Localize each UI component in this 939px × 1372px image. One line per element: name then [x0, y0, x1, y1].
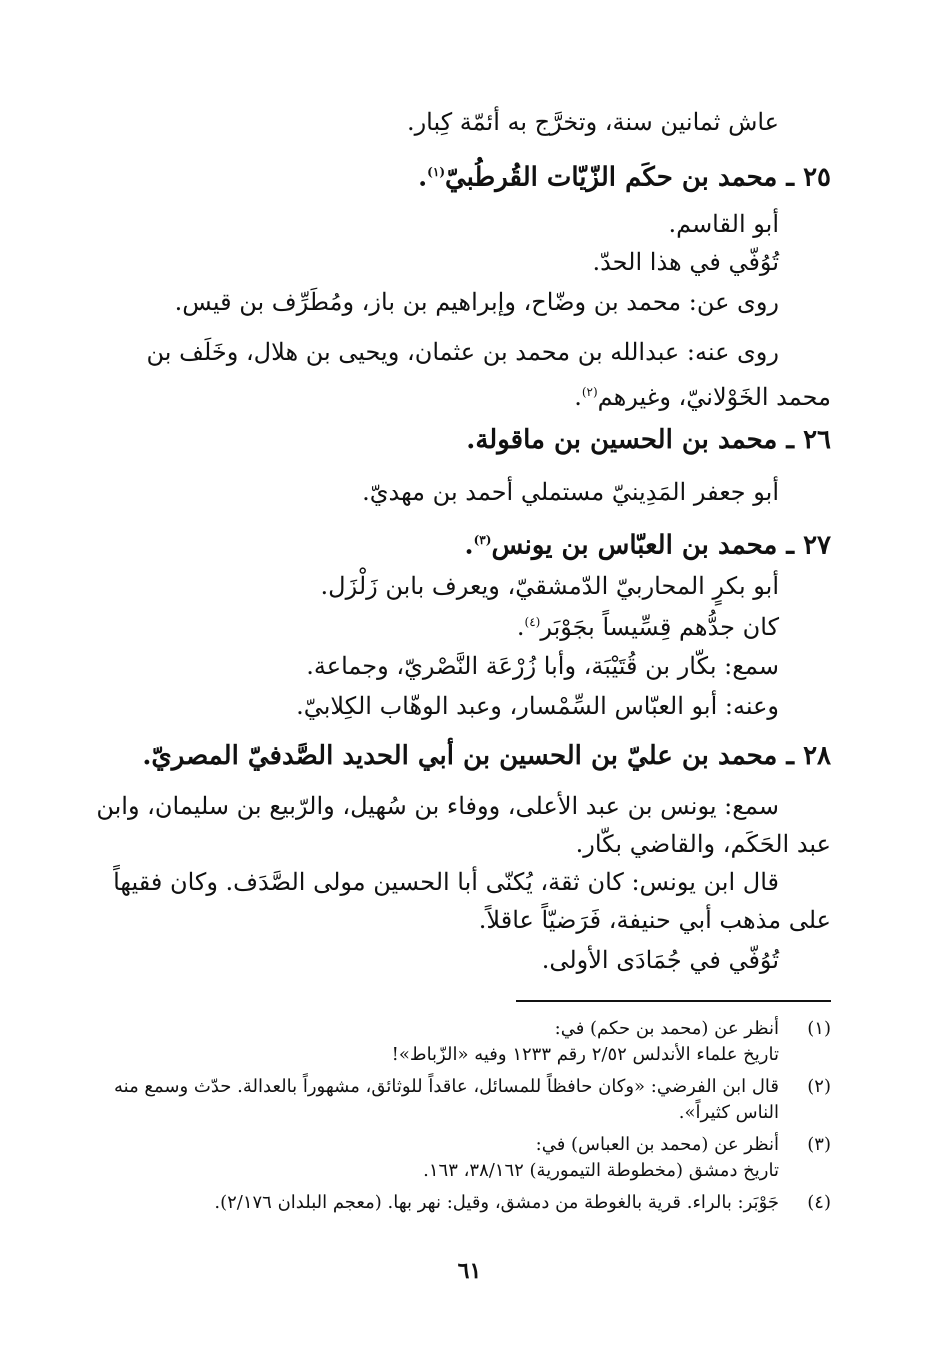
entry-heading-26: ٢٦ ـ محمد بن الحسين بن ماقولة.: [466, 425, 831, 455]
text-line: روى عن: محمد بن وضّاح، وإبراهيم بن باز، ومُطَرِّف بن قيس.: [174, 288, 779, 316]
footnote-1: [100, 1016, 831, 1068]
text-line: وعنه: أبو العبّاس السِّمْسار، وعبد الوهّاب الكِلابيّ.: [296, 692, 779, 720]
page-number: ٦١: [457, 1258, 482, 1284]
text-line: روى عنه: عبدالله بن محمد بن عثمان، ويحيى بن هلال، وخَلَف بن: [146, 338, 779, 366]
text-line: سمع: بكّار بن قُتَيْبَة، وأبا زُرْعَة النَّصْريّ، وجماعة.: [306, 652, 779, 680]
footnote-text: قال ابن الفرضي: «وكان حافظاً للمسائل، عاقداً للوثائق، مشهوراً بالعدالة. حدّث وسمع منه: [113, 1076, 779, 1097]
text-line: قال ابن يونس: كان ثقة، يُكنّى أبا الحسين مولى الصَّدَف. وكان فقيهاً: [113, 868, 779, 896]
footnote-3: [100, 1132, 831, 1184]
entry-heading-25: ٢٥ ـ محمد بن حكَم الزّيّات القُرطُبيّ$^{(١)}$.: [418, 162, 831, 193]
text-line: أبو القاسم.: [668, 210, 779, 238]
text-line: محمد الخَوْلانيّ، وغيرهم$^{(٢)}$.: [574, 383, 831, 411]
text-line: عاش ثمانين سنة، وتخرَّج به أئمّة كِبار.: [406, 108, 779, 136]
footnote-number: (٣): [807, 1134, 831, 1155]
footnote-4: [100, 1190, 831, 1216]
entry-heading-27: ٢٧ ـ محمد بن العبّاس بن يونس$^{(٣)}$.: [464, 530, 831, 561]
footnote-text: تاريخ علماء الأندلس ٢/٥٢ رقم ١٢٣٣ وفيه «الزّباط»!: [391, 1044, 779, 1065]
footnote-text: أنظر عن (محمد بن العباس) في:: [535, 1134, 779, 1155]
text-line: تُوُفّي في جُمَادَى الأولى.: [541, 946, 779, 974]
footnote-number: (١): [807, 1018, 831, 1039]
text-line: تُوُفّي في هذا الحدّ.: [592, 248, 779, 276]
entry-heading-28: ٢٨ ـ محمد بن عليّ بن الحسين بن أبي الحديد الصَّدفيّ المصريّ.: [142, 741, 831, 771]
footnote-text: جَوْبَر: بالراء. قرية بالغوطة من دمشق، وقيل: نهر بها. (معجم البلدان ٢/١٧٦).: [214, 1192, 779, 1213]
text-line: سمع: يونس بن عبد الأعلى، ووفاء بن سُهيل، والرّبيع بن سليمان، وابن: [96, 792, 779, 820]
footnote-separator: [516, 1000, 831, 1002]
footnote-text: تاريخ دمشق (مخطوطة التيمورية) ٣٨/١٦٢، ١٦٣.: [423, 1160, 779, 1181]
footnote-text: الناس كثيراً».: [678, 1102, 779, 1123]
footnote-text: أنظر عن (محمد بن حكم) في:: [554, 1018, 779, 1039]
footnote-number: (٤): [807, 1192, 831, 1213]
text-line: كان جدُّهم قِسِّيساً بجَوْبَر$^{(٤)}$.: [516, 613, 779, 641]
footnote-number: (٢): [807, 1076, 831, 1097]
text-line: أبو بكرٍ المحاربيّ الدّمشقيّ، ويعرف بابن زَلْزَل.: [320, 572, 779, 600]
text-line: عبد الحَكَم، والقاضي بكّار.: [575, 830, 831, 858]
text-line: أبو جعفر المَدِينيّ مستملي أحمد بن مهديّ.: [362, 478, 779, 506]
text-line: على مذهب أبي حنيفة، فَرَضيّاً عاقلاً.: [478, 906, 831, 934]
footnote-2: [100, 1074, 831, 1126]
